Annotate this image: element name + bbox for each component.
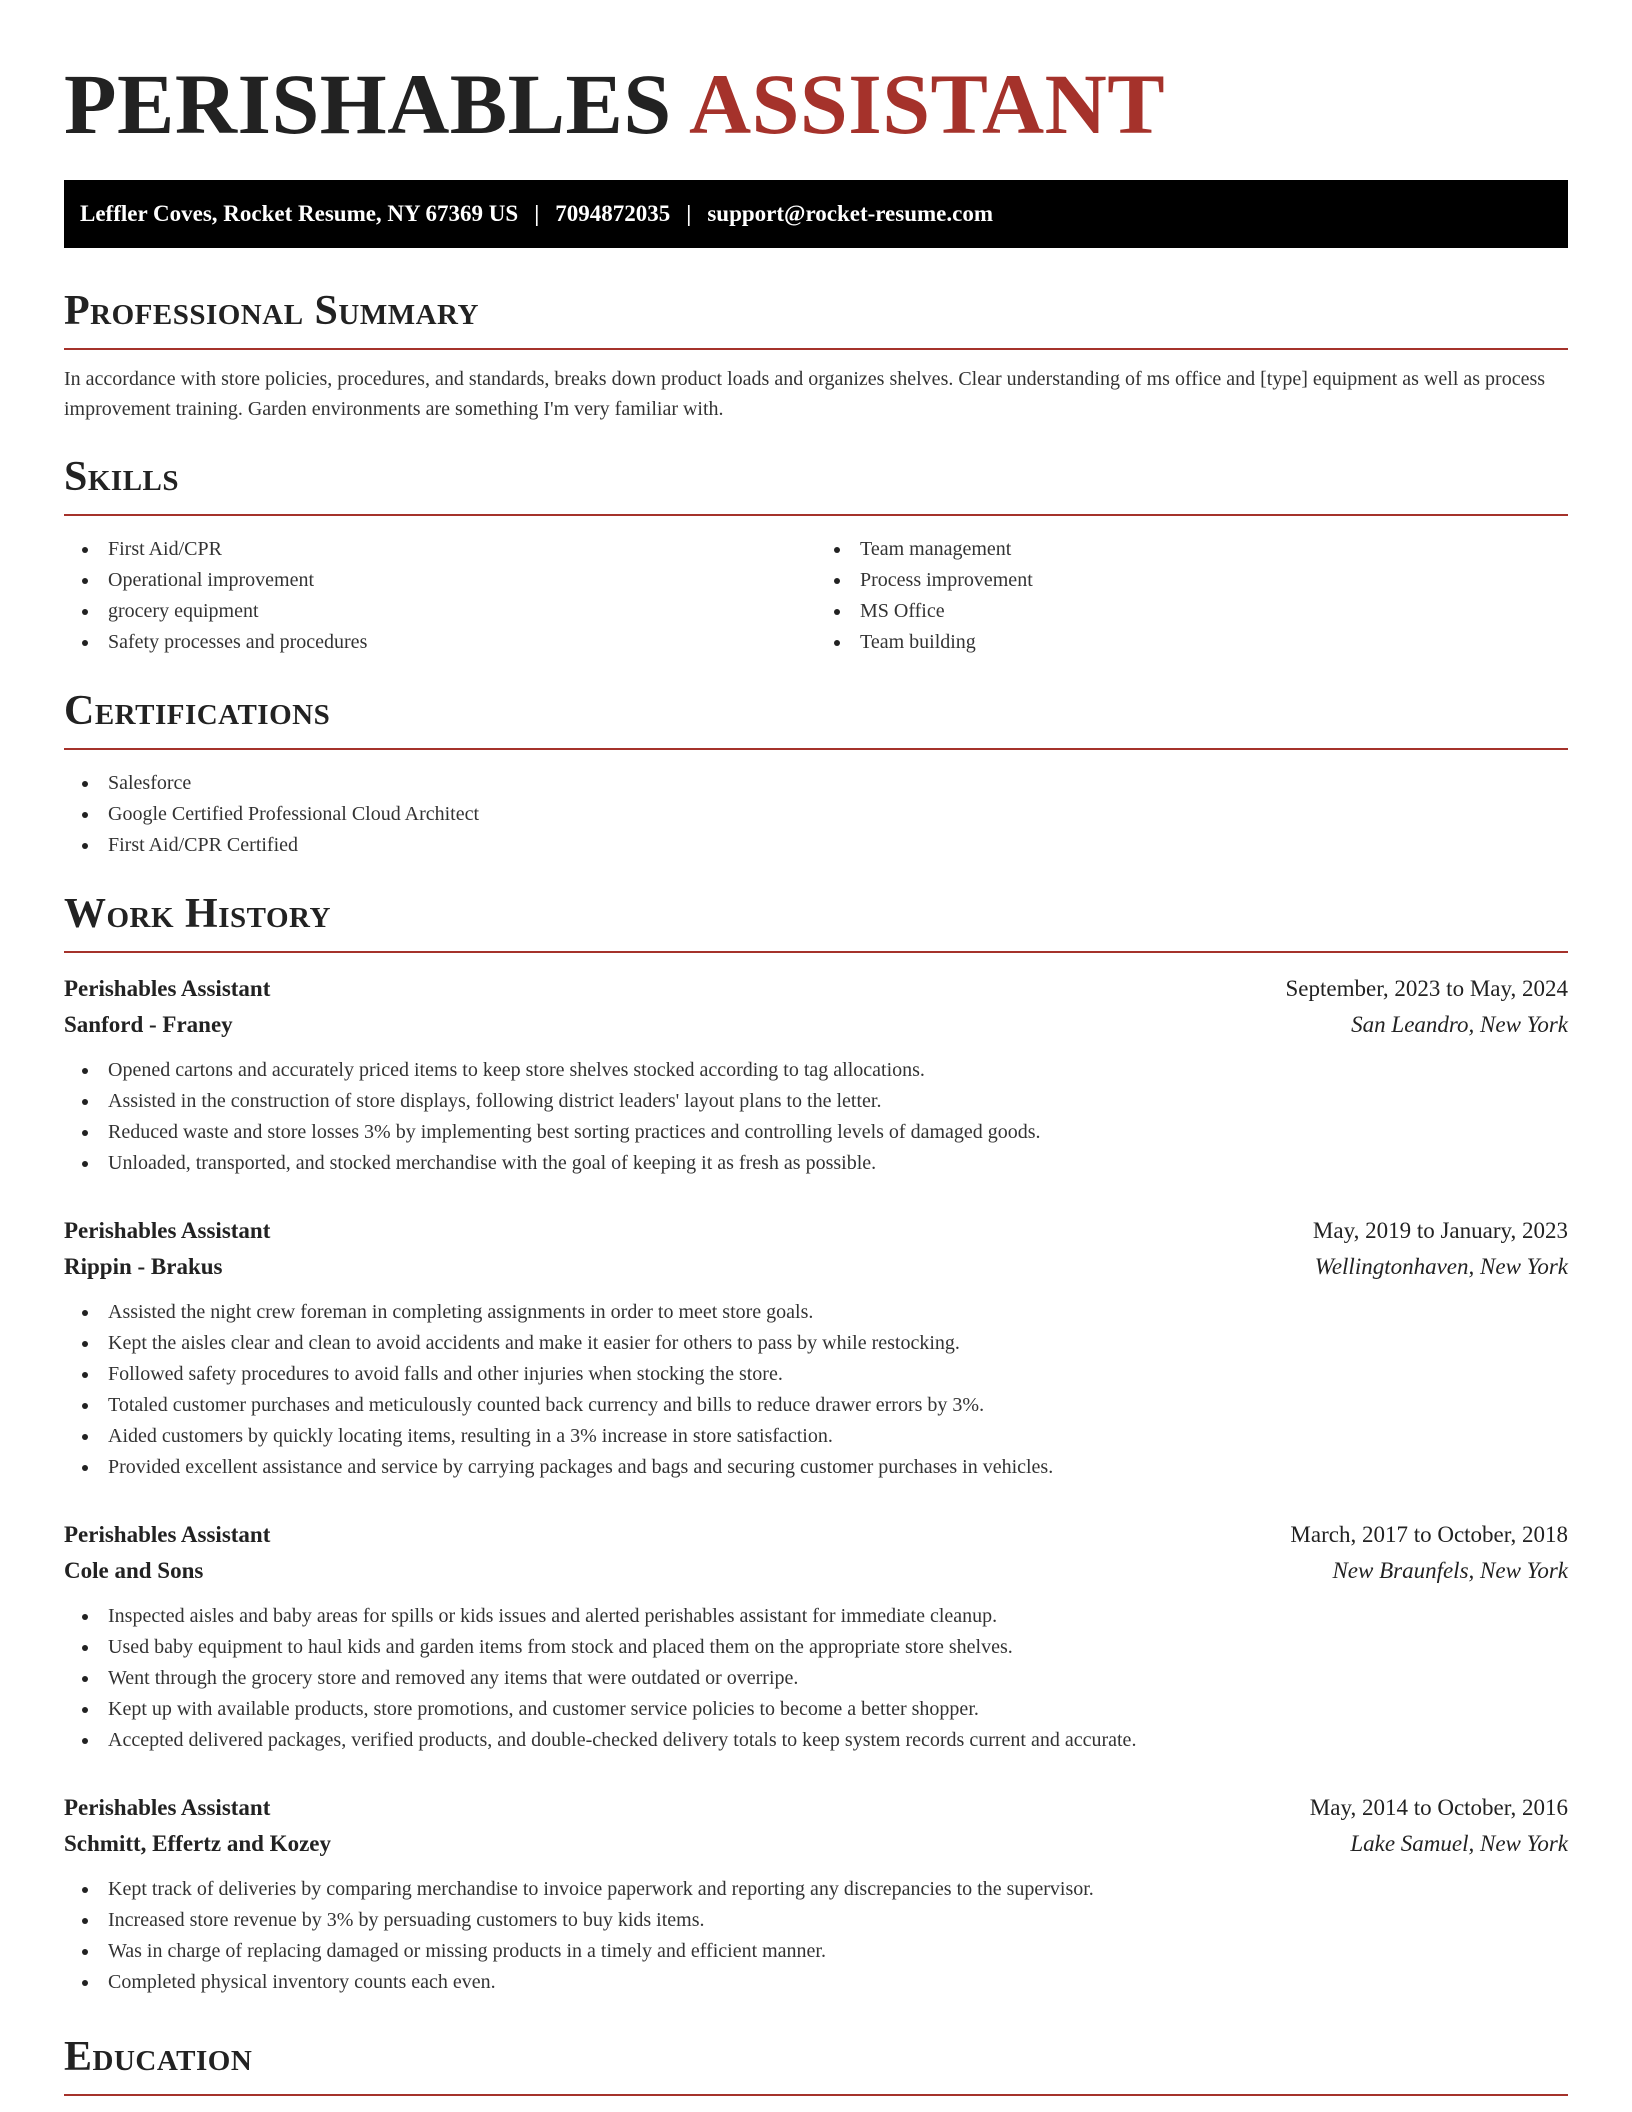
section-title-skills: Skills: [64, 452, 1568, 516]
certifications-list: [64, 768, 1568, 861]
job-company-row: [64, 1553, 1568, 1589]
title-first-word: PERISHABLES: [64, 56, 672, 152]
title-second-word: ASSISTANT: [688, 56, 1166, 152]
job-bullet-list: [64, 1601, 1568, 1756]
job-location: Wellingtonhaven, New York: [1314, 1254, 1568, 1279]
skill-item: First Aid/CPR: [64, 534, 816, 565]
contact-address: Leffler Coves, Rocket Resume, NY 67369 US: [80, 201, 519, 226]
section-title-work-history: Work History: [64, 889, 1568, 953]
job-bullet: Provided excellent assistance and service by carrying packages and bags and securing customer purchases in vehicles.: [64, 1452, 1568, 1483]
job-role: Perishables Assistant: [64, 976, 271, 1001]
job-dates: May, 2014 to October, 2016: [1309, 1795, 1568, 1820]
job-bullet: Aided customers by quickly locating items, resulting in a 3% increase in store satisfaction.: [64, 1421, 1568, 1452]
job-bullet: Kept track of deliveries by comparing merchandise to invoice paperwork and reporting any discrepancies to the supervisor.: [64, 1874, 1568, 1905]
job-bullet: Used baby equipment to haul kids and garden items from stock and placed them on the appropriate store shelves.: [64, 1632, 1568, 1663]
job-bullet: Unloaded, transported, and stocked merchandise with the goal of keeping it as fresh as possible.: [64, 1148, 1568, 1179]
job-role: Perishables Assistant: [64, 1218, 271, 1243]
job-bullet: Accepted delivered packages, verified products, and double-checked delivery totals to keep system records current and accurate.: [64, 1725, 1568, 1756]
job-entry: [64, 1790, 1568, 1998]
contact-separator: |: [686, 201, 692, 226]
skill-item: Process improvement: [816, 565, 1568, 596]
job-location: Lake Samuel, New York: [1350, 1831, 1568, 1856]
summary-text: In accordance with store policies, procedures, and standards, breaks down product loads and organizes shelves. Clear understanding of ms office and [type] equipment as well as process improvement training. Garden environments are something I'm very familiar with.: [64, 368, 1546, 420]
job-bullet: Increased store revenue by 3% by persuading customers to buy kids items.: [64, 1905, 1568, 1936]
skills-list-left: [64, 534, 816, 658]
section-title-certifications: Certifications: [64, 686, 1568, 750]
section-title-summary: Professional Summary: [64, 286, 1568, 350]
job-bullet: Assisted the night crew foreman in completing assignments in order to meet store goals.: [64, 1297, 1568, 1328]
contact-separator: |: [534, 201, 540, 226]
job-bullet: Opened cartons and accurately priced items to keep store shelves stocked according to tag allocations.: [64, 1055, 1568, 1086]
certification-item: First Aid/CPR Certified: [64, 830, 1568, 861]
job-header-row: [64, 1517, 1568, 1553]
job-bullet: Kept up with available products, store promotions, and customer service policies to become a better shopper.: [64, 1694, 1568, 1725]
job-bullet: Followed safety procedures to avoid falls and other injuries when stocking the store.: [64, 1359, 1568, 1390]
job-location: San Leandro, New York: [1351, 1012, 1568, 1037]
skill-item: MS Office: [816, 596, 1568, 627]
skill-item: grocery equipment: [64, 596, 816, 627]
job-entry: [64, 971, 1568, 1179]
contact-email: support@rocket-resume.com: [707, 201, 993, 226]
job-dates: September, 2023 to May, 2024: [1285, 976, 1568, 1001]
job-company-row: [64, 1826, 1568, 1862]
skills-grid: [64, 534, 1568, 658]
resume-title: [64, 56, 1568, 152]
job-role: Perishables Assistant: [64, 1522, 271, 1547]
skills-list-right: [816, 534, 1568, 658]
job-bullet: Totaled customer purchases and meticulously counted back currency and bills to reduce drawer errors by 3%.: [64, 1390, 1568, 1421]
job-dates: May, 2019 to January, 2023: [1312, 1218, 1568, 1243]
job-company: Schmitt, Effertz and Kozey: [64, 1831, 331, 1856]
job-company: Rippin - Brakus: [64, 1254, 223, 1279]
job-header-row: [64, 971, 1568, 1007]
job-entry: [64, 1517, 1568, 1756]
certification-item: Salesforce: [64, 768, 1568, 799]
job-company: Sanford - Franey: [64, 1012, 233, 1037]
job-company-row: [64, 1249, 1568, 1285]
job-entry: [64, 1213, 1568, 1483]
job-bullet: Completed physical inventory counts each even.: [64, 1967, 1568, 1998]
job-company: Cole and Sons: [64, 1558, 204, 1583]
job-bullet: Was in charge of replacing damaged or missing products in a timely and efficient manner.: [64, 1936, 1568, 1967]
skill-item: Safety processes and procedures: [64, 627, 816, 658]
job-bullet: Inspected aisles and baby areas for spills or kids issues and alerted perishables assistant for immediate cleanup.: [64, 1601, 1568, 1632]
contact-phone: 7094872035: [555, 201, 671, 226]
job-dates: March, 2017 to October, 2018: [1290, 1522, 1568, 1547]
job-bullet: Went through the grocery store and removed any items that were outdated or overripe.: [64, 1663, 1568, 1694]
skill-item: Operational improvement: [64, 565, 816, 596]
job-bullet-list: [64, 1297, 1568, 1483]
job-header-row: [64, 1213, 1568, 1249]
section-title-education: Education: [64, 2032, 1568, 2096]
job-bullet-list: [64, 1874, 1568, 1998]
job-header-row: [64, 1790, 1568, 1826]
certification-item: Google Certified Professional Cloud Architect: [64, 799, 1568, 830]
skill-item: Team management: [816, 534, 1568, 565]
contact-bar: [64, 180, 1568, 248]
job-bullet: Kept the aisles clear and clean to avoid accidents and make it easier for others to pass by while restocking.: [64, 1328, 1568, 1359]
skill-item: Team building: [816, 627, 1568, 658]
job-company-row: [64, 1007, 1568, 1043]
job-bullet-list: [64, 1055, 1568, 1179]
job-bullet: Assisted in the construction of store displays, following district leaders' layout plans to the letter.: [64, 1086, 1568, 1117]
job-bullet: Reduced waste and store losses 3% by implementing best sorting practices and controlling levels of damaged goods.: [64, 1117, 1568, 1148]
job-location: New Braunfels, New York: [1332, 1558, 1568, 1583]
job-role: Perishables Assistant: [64, 1795, 271, 1820]
